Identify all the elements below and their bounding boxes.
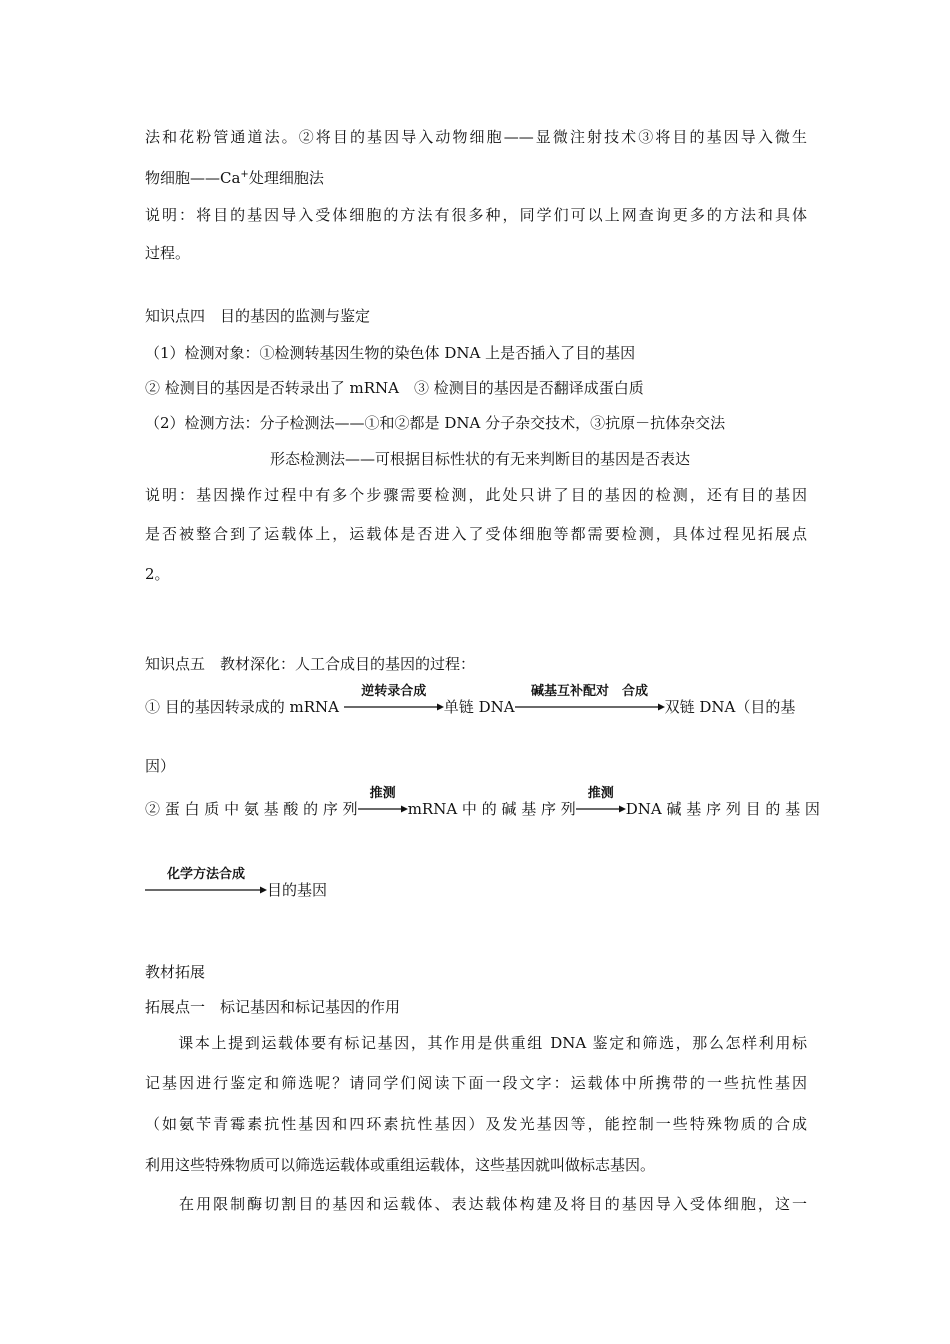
text-line: （1）检测对象：①检测转基因生物的染色体 DNA 上是否插入了目的基因: [145, 344, 636, 362]
arrow-inference: [576, 786, 626, 814]
process-row-3: [145, 867, 328, 900]
text-segment: 处理细胞法: [248, 169, 324, 187]
text-line: （如氨苄青霉素抗性基因和四环素抗性基因）及发光基因等，能控制一些特殊物质的合成: [145, 1115, 807, 1133]
text-line: （2）检测方法：分子检测法——①和②都是 DNA 分子杂交技术，③抗原－抗体杂交法: [145, 414, 726, 432]
text-line: 说明：将目的基因导入受体细胞的方法有很多种，同学们可以上网查询更多的方法和具体: [145, 206, 807, 224]
text-line: [145, 168, 324, 188]
text-line: 形态检测法——可根据目标性状的有无来判断目的基因是否表达: [270, 450, 691, 468]
arrow-label: 化学方法合成: [166, 867, 245, 882]
text-line: 因）: [145, 757, 176, 775]
text-segment: mRNA 中 的 碱 基 序 列: [407, 800, 576, 818]
arrow-label: 推测: [369, 786, 396, 801]
text-line: ② 检测目的基因是否转录出了 mRNA ③ 检测目的基因是否翻译成蛋白质: [145, 379, 644, 397]
arrow-reverse-transcription: [344, 684, 444, 712]
text-line: 记基因进行鉴定和筛选呢？请同学们阅读下面一段文字：运载体中所携带的一些抗性基因: [145, 1074, 807, 1092]
section-title: 知识点五 教材深化：人工合成目的基因的过程：: [145, 655, 476, 673]
text-line: 在用限制酶切割目的基因和运载体、表达载体构建及将目的基因导入受体细胞，这一: [145, 1195, 807, 1213]
text-line: 说明：基因操作过程中有多个步骤需要检测，此处只讲了目的基因的检测，还有目的基因: [145, 486, 807, 504]
text-line: 是否被整合到了运载体上，运载体是否进入了受体细胞等都需要检测，具体过程见拓展点: [145, 525, 807, 543]
superscript: +: [240, 169, 249, 180]
text-line: 课本上提到运载体要有标记基因，其作用是供重组 DNA 鉴定和筛选，那么怎样利用标: [145, 1034, 807, 1052]
section-title: 拓展点一 标记基因和标记基因的作用: [145, 998, 401, 1016]
process-row-2: [145, 786, 820, 819]
arrow-chemical-synthesis: [145, 867, 267, 895]
arrow-label: 推测: [587, 786, 614, 801]
process-row-1: [145, 684, 796, 717]
arrow-icon: [358, 804, 408, 814]
text-line: 过程。: [145, 244, 191, 262]
text-segment: ② 蛋 白 质 中 氨 基 酸 的 序 列: [145, 800, 358, 818]
arrow-inference: [358, 786, 408, 814]
text-segment: DNA 碱 基 序 列 目 的 基 因: [625, 800, 820, 818]
section-title: 知识点四 目的基因的监测与鉴定: [145, 307, 371, 325]
arrow-label: 逆转录合成: [361, 684, 427, 699]
arrow-base-pairing: [515, 684, 665, 712]
text-line: 2。: [145, 565, 170, 583]
section-heading: 教材拓展: [145, 963, 206, 981]
arrow-label: 碱基互补配对 合成: [531, 684, 649, 699]
text-segment: 物细胞——Ca: [145, 169, 241, 187]
text-segment: 双链 DNA（目的基: [664, 698, 796, 716]
text-segment: ① 目的基因转录成的 mRNA: [145, 698, 340, 716]
arrow-icon: [576, 804, 626, 814]
text-line: 利用这些特殊物质可以筛选运载体或重组运载体，这些基因就叫做标志基因。: [145, 1156, 656, 1174]
arrow-icon: [145, 885, 267, 895]
arrow-icon: [344, 702, 444, 712]
text-line: 法和花粉管通道法。②将目的基因导入动物细胞——显微注射技术③将目的基因导入微生: [145, 128, 807, 146]
text-segment: 目的基因: [267, 881, 328, 899]
arrow-icon: [515, 702, 665, 712]
text-segment: 单链 DNA: [443, 698, 515, 716]
